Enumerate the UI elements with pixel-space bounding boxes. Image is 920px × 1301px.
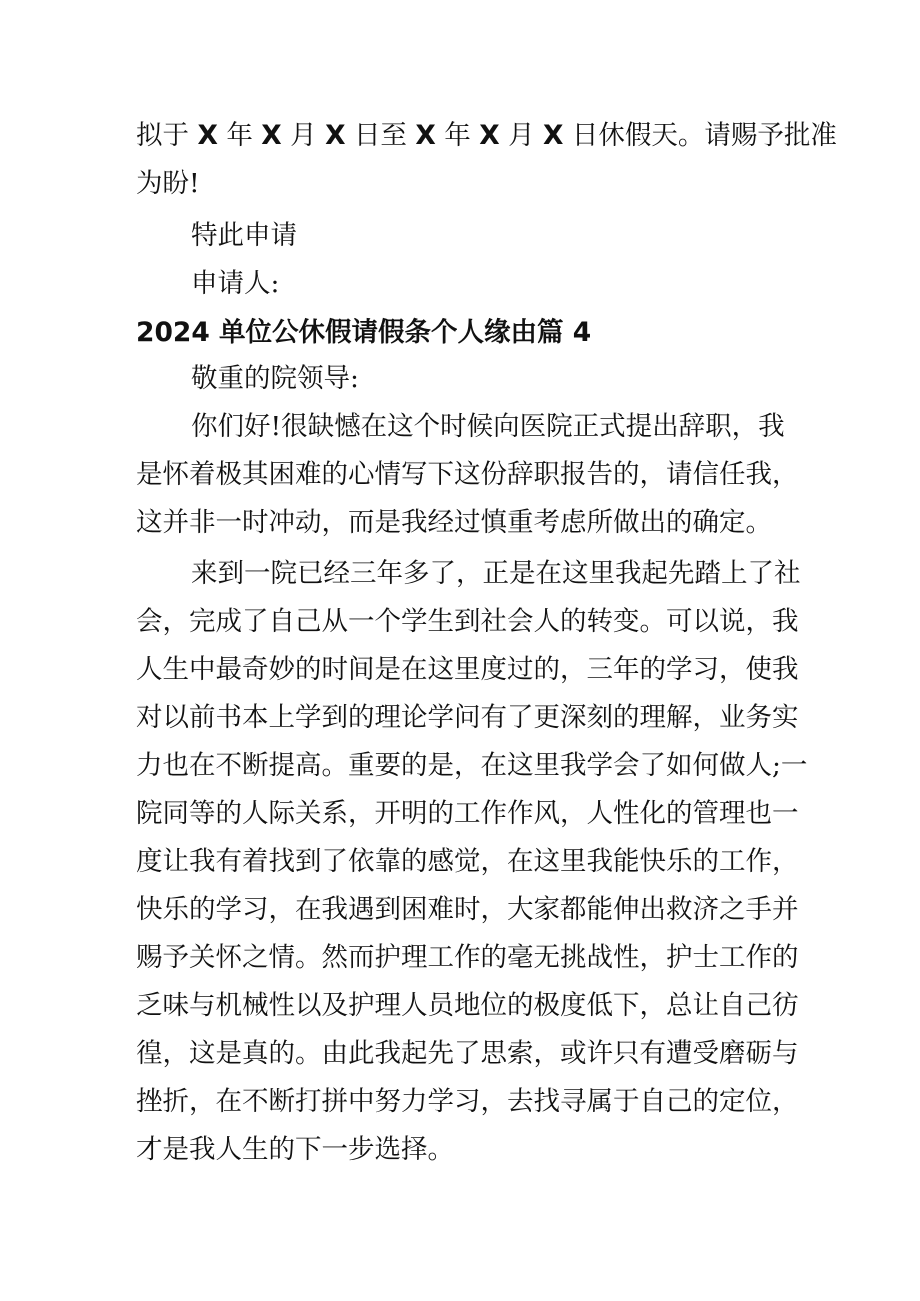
experience-line-3: 人生中最奇妙的时间是在这里度过的，三年的学习，使我 [136, 654, 799, 685]
experience-line-4: 对以前书本上学到的理论学问有了更深刻的理解，业务实 [136, 702, 799, 733]
experience-line-10: 乏味与机械性以及护理人员地位的极度低下，总让自己彷 [136, 990, 799, 1021]
salutation: 敬重的院领导: [191, 363, 359, 394]
experience-line-13: 才是我人生的下一步选择。 [136, 1134, 454, 1165]
intro-line-1: 你们好!很缺憾在这个时候向医院正式提出辞职，我 [191, 411, 785, 442]
experience-line-5: 力也在不断提高。重要的是，在这里我学会了如何做人;一 [136, 750, 808, 781]
leave-period-line-1: 拟于 X 年 X 月 X 日至 X 年 X 月 X 日休假天。请赐予批准 [136, 120, 837, 151]
experience-line-12: 挫折，在不断打拼中努力学习，去找寻属于自己的定位， [136, 1086, 799, 1117]
section-heading [136, 309, 796, 357]
heading-year: 2024 [136, 317, 210, 348]
experience-line-9: 赐予关怀之情。然而护理工作的毫无挑战性，护士工作的 [136, 942, 799, 973]
experience-line-11: 徨，这是真的。由此我起先了思索，或许只有遭受磨砺与 [136, 1038, 799, 1069]
experience-line-7: 度让我有着找到了依靠的感觉，在这里我能快乐的工作， [136, 846, 799, 877]
experience-line-8: 快乐的学习，在我遇到困难时，大家都能伸出救济之手并 [136, 894, 799, 925]
leave-period-line-2: 为盼! [136, 168, 200, 199]
leave-period-paragraph [136, 112, 837, 208]
experience-line-2: 会，完成了自己从一个学生到社会人的转变。可以说，我 [136, 606, 799, 637]
intro-line-3: 这并非一时冲动，而是我经过慎重考虑所做出的确定。 [136, 507, 772, 538]
heading-title: 单位公休假请假条个人缘由篇 [219, 317, 564, 348]
experience-paragraph [136, 550, 808, 1174]
applicant-label: 申请人: [191, 268, 280, 299]
experience-line-6: 院同等的人际关系，开明的工作作风，人性化的管理也一 [136, 798, 799, 829]
resignation-intro-paragraph [136, 403, 799, 547]
heading-number: 4 [572, 317, 592, 348]
intro-line-2: 是怀着极其困难的心情写下这份辞职报告的，请信任我， [136, 459, 799, 490]
experience-line-1: 来到一院已经三年多了，正是在这里我起先踏上了社 [191, 558, 801, 589]
closing-text: 特此申请 [191, 220, 297, 251]
